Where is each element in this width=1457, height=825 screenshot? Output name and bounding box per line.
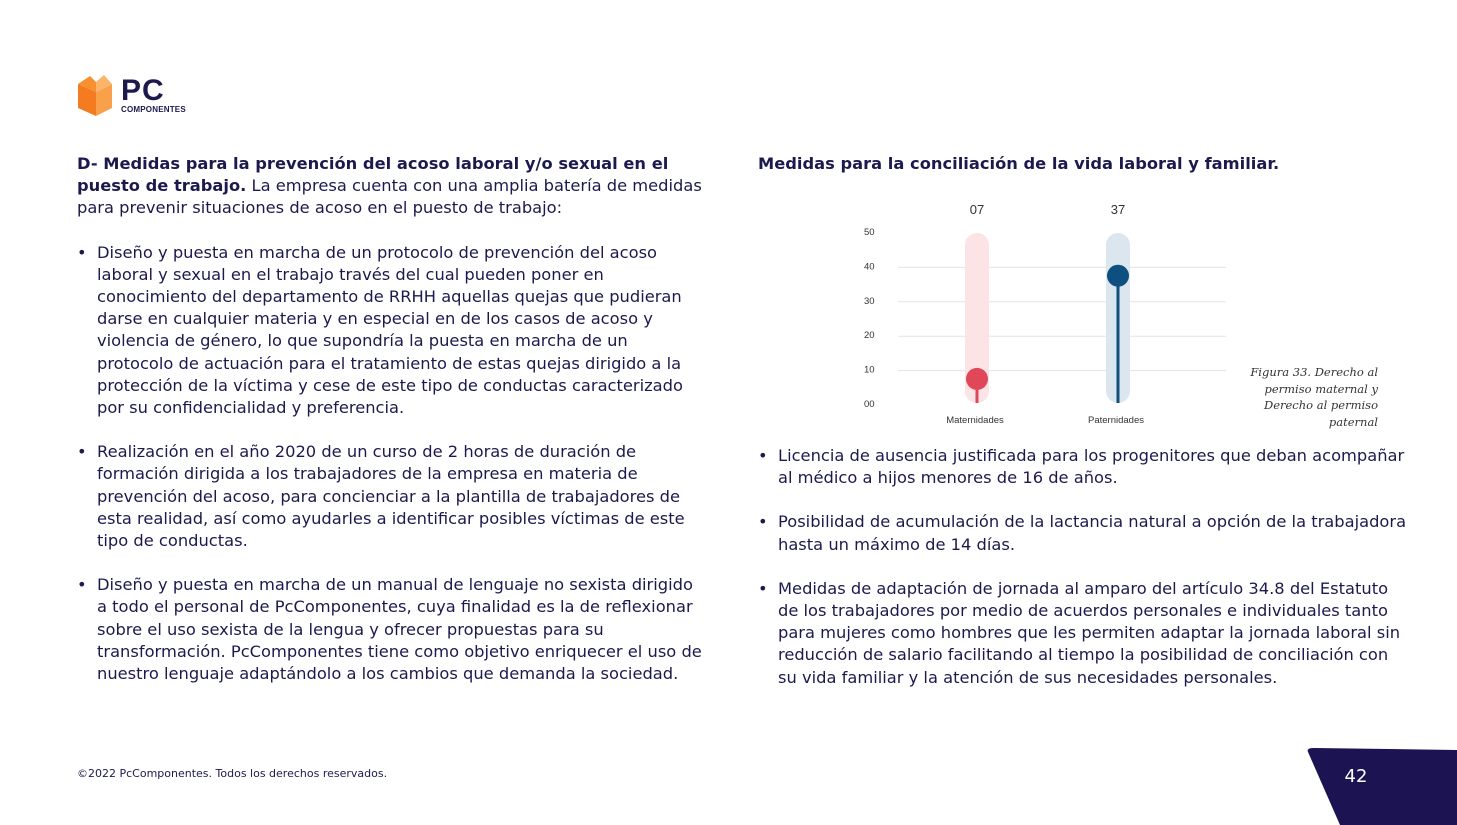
y-tick-label: 50 <box>864 227 875 238</box>
logo-box-icon <box>76 74 116 118</box>
y-tick-label: 30 <box>864 295 875 307</box>
company-logo <box>76 74 196 118</box>
bar-marker <box>966 368 988 390</box>
left-column <box>77 153 702 707</box>
intro-text: La empresa cuenta con una amplia batería de medidas para prevenir situaciones de acoso en el puesto de trabajo: <box>77 176 702 218</box>
data-label: 37 <box>1110 202 1126 217</box>
x-tick-label: Maternidades <box>946 415 1004 426</box>
conciliation-measures-list <box>758 445 1408 689</box>
section-title: D- Medidas para la prevención del acoso laboral y/o sexual en el puesto de trabajo. <box>77 154 669 196</box>
list-item: • Licencia de ausencia justificada para los progenitores que deban acompañar al médico a hijos menores de 16 de años. <box>758 445 1408 489</box>
y-tick-label: 00 <box>864 399 875 410</box>
list-item: • Posibilidad de acumulación de la lactancia natural a opción de la trabajadora hasta un máximo de 14 días. <box>758 511 1408 555</box>
y-tick-label: 40 <box>864 261 875 273</box>
figure-caption: Figura 33. Derecho al permiso maternal y Derecho al permiso paternal <box>1250 365 1378 429</box>
y-tick-label: 10 <box>864 364 875 376</box>
data-label: 07 <box>969 202 985 217</box>
y-tick-label: 20 <box>864 330 875 342</box>
list-item: • Medidas de adaptación de jornada al amparo del artículo 34.8 del Estatuto de los trabajadores por medio de acuerdos personales e individuales tanto para mujeres como hombres que les permiten adaptar la jornada laboral sin reducción de salario facilitando al tiempo la posibilidad de conciliación con su vida familiar y la atención de sus necesidades personales. <box>758 578 1408 689</box>
page-number: 42 <box>1344 766 1368 787</box>
list-item: • Realización en el año 2020 de un curso de 2 horas de duración de formación dirigida a los trabajadores de la empresa en materia de prevención del acoso, para concienciar a la plantilla de trabajadores de esta realidad, así como ayudarles a identificar posibles víctimas de este tipo de conductas. <box>77 441 702 552</box>
list-item: • Diseño y puesta en marcha de un manual de lenguaje no sexista dirigido a todo el personal de PcComponentes, cuya finalidad es la de reflexionar sobre el uso sexista de la lengua y ofrecer propuestas para su transformación. PcComponentes tiene como objetivo enriquecer el uso de nuestro lenguaje adaptándolo a los cambios que demanda la sociedad. <box>77 574 702 685</box>
list-item: • Diseño y puesta en marcha de un protocolo de prevención del acoso laboral y sexual en el trabajo través del cual pueden poner en conocimiento del departamento de RRHH aquellas quejas que pudieran darse en cualquier materia y en especial en de los casos de acoso y violencia de género, lo que supondría la puesta en marcha de un protocolo de actuación para el tratamiento de estas quejas dirigido a la protección de la víctima y cese de este tipo de conductas caracterizado por su confidencialidad y preferencia. <box>77 242 702 420</box>
copyright-footer: ©2022 PcComponentes. Todos los derechos reservados. <box>77 767 388 780</box>
harassment-measures-list <box>77 242 702 686</box>
logo-subtitle: COMPONENTES <box>121 105 186 114</box>
conciliation-heading: Medidas para la conciliación de la vida laboral y familiar. <box>758 154 1280 173</box>
x-tick-label: Paternidades <box>1088 415 1144 426</box>
intro-paragraph <box>77 153 702 220</box>
right-column <box>758 445 1408 711</box>
leave-chart <box>858 196 1238 432</box>
bar-marker <box>1107 265 1129 287</box>
logo-wordmark: PC <box>121 74 165 107</box>
